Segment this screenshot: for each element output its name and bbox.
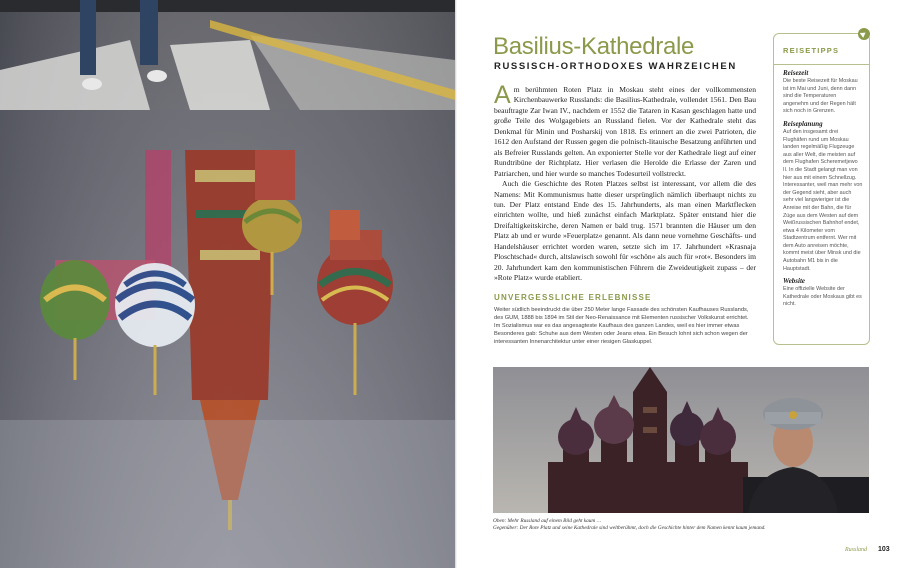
dropcap: A: [494, 81, 511, 109]
cathedral-photo: [493, 367, 869, 513]
body-paragraph-1: [494, 81, 756, 179]
travel-tips-box: [773, 33, 870, 345]
page-number: 103: [878, 546, 890, 553]
photo-caption: Oben: Mehr Russland auf einem Bild geht kaum … Gegenüber: Der Rote Platz und seine Kathedrale sind weltberühmt, doch die Geschichte hinter dem Namen kennt kaum jemand.: [493, 518, 766, 532]
travel-tips-title: REISETIPPS: [783, 46, 840, 55]
body-paragraph-1-text: m berühmten Roten Platz in Moskau steht eines der vollkommensten Kirchenbauwerke Russlands: die Basilius-Kathedrale, vollendet 1561. Den Bau beauftragte Zar Iwan IV., nachdem er 1552 die Tataren in Kasan geschlagen hatte und große Teile des Wolgagebiets an Russland fielen. Vor der Kathedrale steht das Denkmal für Minin und Posharskij von 1818. Es erinnert an die zwei Patrioten, die 1612 den Aufstand der Russen gegen die polnisch-litauische Besatzung anführten und als Befreier Russlands gelten. An exponierter Stelle vor der Kathedrale liegt auf einer Rundtribüne der Richtplatz. Hier verlasen die Herolde die Erlasse der Zaren und Patriarchen, und hier wurde so manches Todesurteil vollstreckt.: [494, 85, 756, 178]
tip-heading-travel-time: Reisezeit: [783, 69, 809, 77]
body-text: [494, 81, 756, 284]
folio-section: Russland: [845, 547, 868, 553]
body-paragraph-2: Auch die Geschichte des Roten Platzes selbst ist interessant, vor allem die des Namens: Mit Kommunismus hatte dieser ursprünglich nämlich überhaupt nichts zu tun. Der Platz entstand Ende des 15. Jahrhunderts, als man einen Marktflecken einrichten wollte, und hieß zunächst einfach Marktplatz. Später entstand hier die Dreifaltigkeitskirche, deren Namen er bald trug. 1571 brannten die Häuser um den Platz ab und er wurde »Feuerplatz« genannt. Als dann neue vornehme Geschäfts- und Handelshäuser errichtet worden waren, setzte sich im 17. Jahrhundert »Krasnaja Ploschtschad« durch, altslawisch sowohl für »schön« als auch für »rot«. Besonders im 20. Jahrhundert kam den kommunistischen Führern die Zweideutigkeit zupass – der »Rote Platz« wurde etabliert.: [494, 179, 756, 283]
tip-text-planning: Auf den insgesamt drei Flughäfen rund um Moskau landen regelmäßig Flugzeuge aus aller Welt, die meisten auf dem Flughafen Scheremetjewo II. In die Stadt gelangt man von hier aus mit einem Schnellzug. Interessanter, weil man mehr von der Gegend sieht, aber auch sehr viel langwieriger ist die Anreise mit der Bahn, die für Züge aus dem Westen auf dem Weißrussischen Bahnhof endet, etwa 4 Kilometer vom Stadtzentrum entfernt. Wer mit dem Auto anreisen möchte, kommt meist über Minsk und die Autobahn M1 bis in die Hauptstadt.: [783, 128, 863, 272]
tip-heading-planning: Reiseplanung: [783, 119, 823, 128]
section-text: Weiter südlich beeindruckt die über 250 Meter lange Fassade des schönsten Kaufhauses Russlands, des GUM, 1888 bis 1894 im Stil der Neo-Renaissance mit Elementen russischer Volkskunst errichtet. Im Sozialismus war es das angesagteste Kaufhaus des ganzen Landes, weil es hier immer etwas Besonderes gab: Schuhe aus dem Westen oder Jeans etwa. Ein Besuch lohnt sich schon wegen der interessanten Innenarchitektur unter einer riesigen Glaskuppel.: [494, 307, 749, 345]
page-title: Basilius-Kathedrale: [493, 33, 695, 60]
tip-text-travel-time: Die beste Reisezeit für Moskau ist im Mai und Juni, denn dann sind die Temperaturen angenehm und der Regen hält sich noch in Grenzen.: [783, 78, 858, 115]
cathedral-photo-image: [493, 367, 869, 513]
section-heading: UNVERGESSLICHE ERLEBNISSE: [494, 293, 652, 302]
page-subtitle: RUSSISCH-ORTHODOXES WAHRZEICHEN: [494, 61, 737, 72]
tip-heading-website: Website: [783, 277, 806, 286]
travel-tips-header: [774, 34, 869, 65]
travel-tips-body: [783, 69, 863, 313]
right-page: [457, 0, 910, 568]
tip-text-website: Eine offizielle Website der Kathedrale oder Moskaus gibt es nicht.: [783, 286, 862, 308]
